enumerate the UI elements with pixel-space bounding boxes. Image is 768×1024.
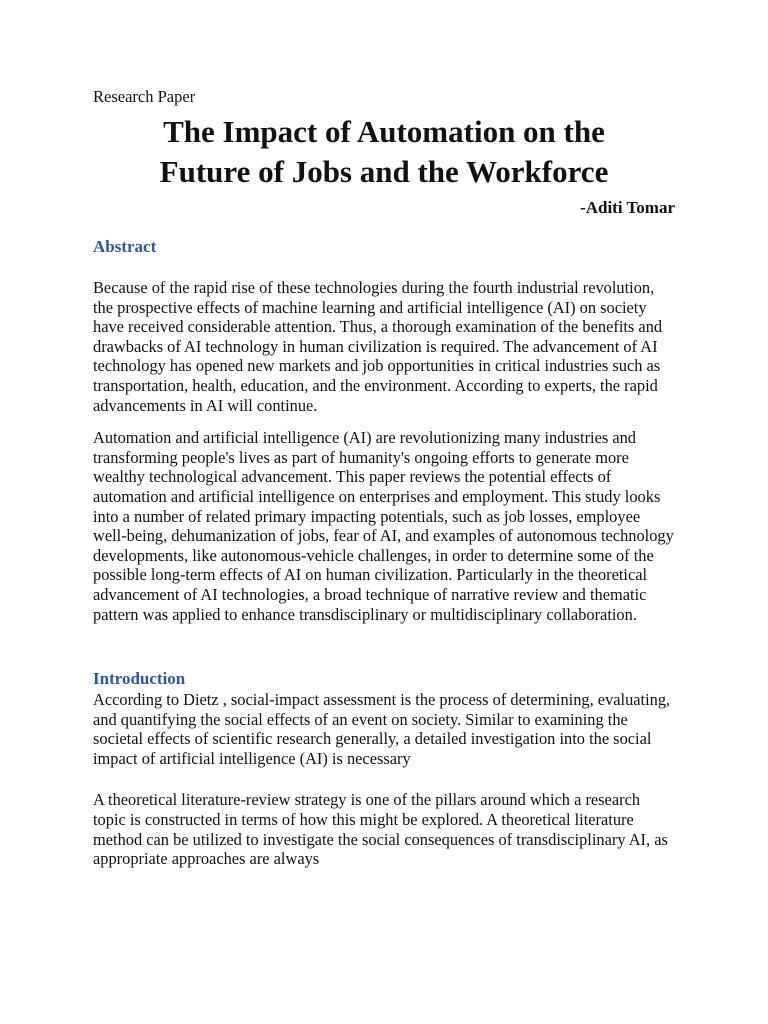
paper-title-line-1: The Impact of Automation on the: [163, 114, 605, 149]
document-page: [93, 86, 675, 869]
introduction-paragraph-2: A theoretical literature-review strategy is one of the pillars around which a research topic is constructed in terms of how this might be explored. A theoretical literature method can be utilized to investigate the social consequences of transdisciplinary AI, as appropriate approaches are always: [93, 790, 668, 869]
abstract-paragraph-2: Automation and artificial intelligence (AI) are revolutionizing many industries and transforming people's lives as part of humanity's ongoing efforts to generate more wealthy technological advancement. This paper reviews the potential effects of automation and artificial intelligence on enterprises and employment. This study looks into a number of related primary impacting potentials, such as job losses, employee well-being, dehumanization of jobs, fear of AI, and examples of autonomous technology developments, like autonomous-vehicle challenges, in order to determine some of the possible long-term effects of AI on human civilization. Particularly in the theoretical advancement of AI technologies, a broad technique of narrative review and thematic pattern was applied to enhance transdisciplinary or multidisciplinary collaboration.: [93, 428, 674, 624]
introduction-paragraph-1: According to Dietz , social-impact assessment is the process of determining, evaluating, and quantifying the social effects of an event on society. Similar to examining the societal effects of scientific research generally, a detailed investigation into the social impact of artificial intelligence (AI) is necessary: [93, 690, 671, 768]
introduction-heading: Introduction: [93, 669, 186, 689]
abstract-paragraph-1: Because of the rapid rise of these technologies during the fourth industrial revolution, the prospective effects of machine learning and artificial intelligence (AI) on society have received considerable attention. Thus, a thorough examination of the benefits and drawbacks of AI technology in human civilization is required. The advancement of AI technology has opened new markets and job opportunities in critical industries such as transportation, health, education, and the environment. According to experts, the rapid advancements in AI will continue.: [93, 278, 663, 415]
author-name: -Aditi Tomar: [580, 198, 675, 217]
paper-title: [93, 112, 675, 192]
paper-title-line-2: Future of Jobs and the Workforce: [159, 154, 609, 189]
abstract-heading: Abstract: [93, 237, 157, 256]
document-type-label: Research Paper: [93, 87, 196, 106]
